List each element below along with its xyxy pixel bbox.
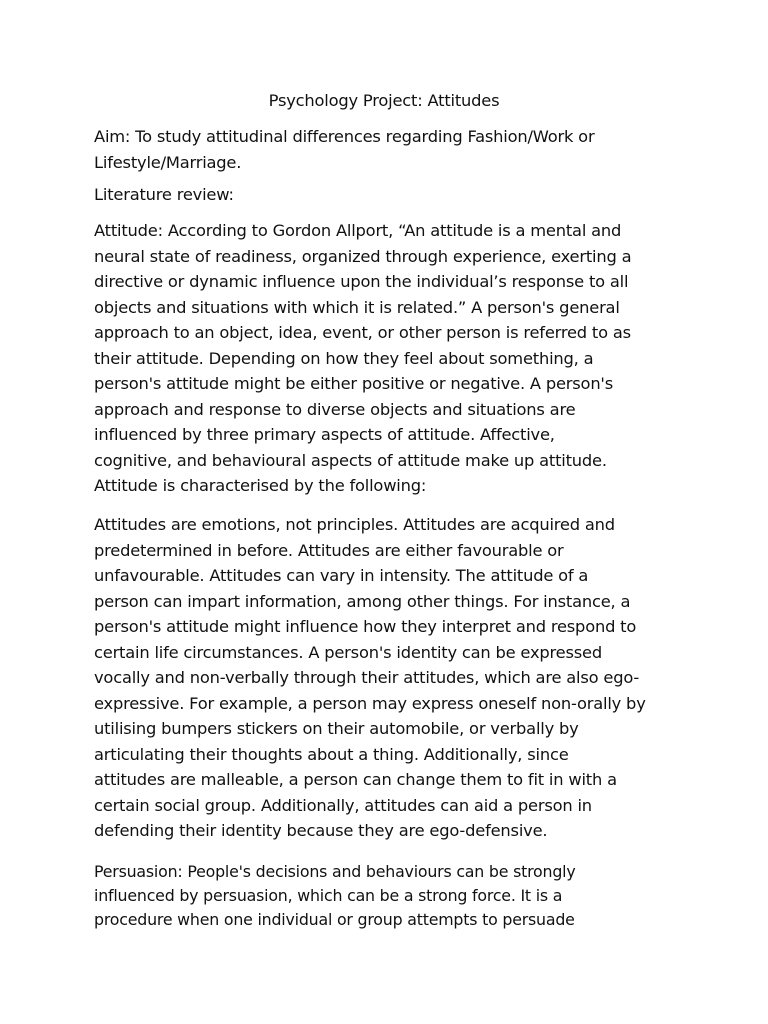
- paragraph-line: procedure when one individual or group attempts to persuade: [94, 909, 575, 929]
- paragraph-line: attitudes are malleable, a person can change them to fit in with a: [94, 770, 617, 789]
- paragraph-line: Attitude: According to Gordon Allport, “An attitude is a mental and: [94, 221, 622, 240]
- paragraph-line: defending their identity because they are ego-defensive.: [94, 821, 548, 840]
- paragraph-line: person's attitude might influence how they interpret and respond to: [94, 617, 637, 636]
- paragraph-line: vocally and non-verbally through their attitudes, which are also ego-: [94, 668, 640, 687]
- paragraph-line: predetermined in before. Attitudes are either favourable or: [94, 540, 564, 560]
- paragraph-line: cognitive, and behavioural aspects of attitude make up attitude.: [94, 450, 607, 470]
- aim-line: Aim: To study attitudinal differences regarding Fashion/Work or: [94, 127, 595, 146]
- paragraph-line: Attitude is characterised by the following:: [94, 476, 427, 495]
- paragraph-line: approach to an object, idea, event, or other person is referred to as: [94, 323, 631, 342]
- paragraph-line: approach and response to diverse objects and situations are: [94, 399, 576, 419]
- paragraph-line: Attitudes are emotions, not principles. Attitudes are acquired and: [94, 515, 615, 534]
- aim-paragraph: [94, 124, 684, 175]
- paragraph-line: directive or dynamic influence upon the individual’s response to all: [94, 272, 629, 291]
- paragraph-line: neural state of readiness, organized through experience, exerting a: [94, 246, 632, 266]
- document-title: Psychology Project: Attitudes: [268, 91, 500, 110]
- characteristics-paragraph: [94, 512, 684, 844]
- persuasion-paragraph: [94, 860, 684, 931]
- paragraph-line: Persuasion: People's decisions and behaviours can be strongly: [94, 862, 576, 881]
- paragraph-line: objects and situations with which it is related.” A person's general: [94, 297, 620, 317]
- paragraph-line: person can impart information, among other things. For instance, a: [94, 591, 631, 611]
- attitude-paragraph: [94, 218, 684, 499]
- paragraph-line: unfavourable. Attitudes can vary in intensity. The attitude of a: [94, 566, 589, 585]
- literature-review-label: Literature review:: [94, 185, 234, 204]
- paragraph-line: utilising bumpers stickers on their automobile, or verbally by: [94, 719, 579, 738]
- paragraph-line: articulating their thoughts about a thing. Additionally, since: [94, 744, 569, 764]
- paragraph-line: influenced by three primary aspects of attitude. Affective,: [94, 425, 555, 444]
- paragraph-line: certain life circumstances. A person's identity can be expressed: [94, 642, 602, 662]
- paragraph-line: influenced by persuasion, which can be a strong force. It is a: [94, 885, 563, 905]
- paragraph-line: expressive. For example, a person may express oneself non-orally by: [94, 693, 646, 713]
- aim-line: Lifestyle/Marriage.: [94, 152, 242, 172]
- paragraph-line: person's attitude might be either positive or negative. A person's: [94, 374, 613, 393]
- paragraph-line: certain social group. Additionally, attitudes can aid a person in: [94, 795, 592, 815]
- paragraph-line: their attitude. Depending on how they feel about something, a: [94, 348, 594, 368]
- literature-review-heading: [94, 182, 684, 208]
